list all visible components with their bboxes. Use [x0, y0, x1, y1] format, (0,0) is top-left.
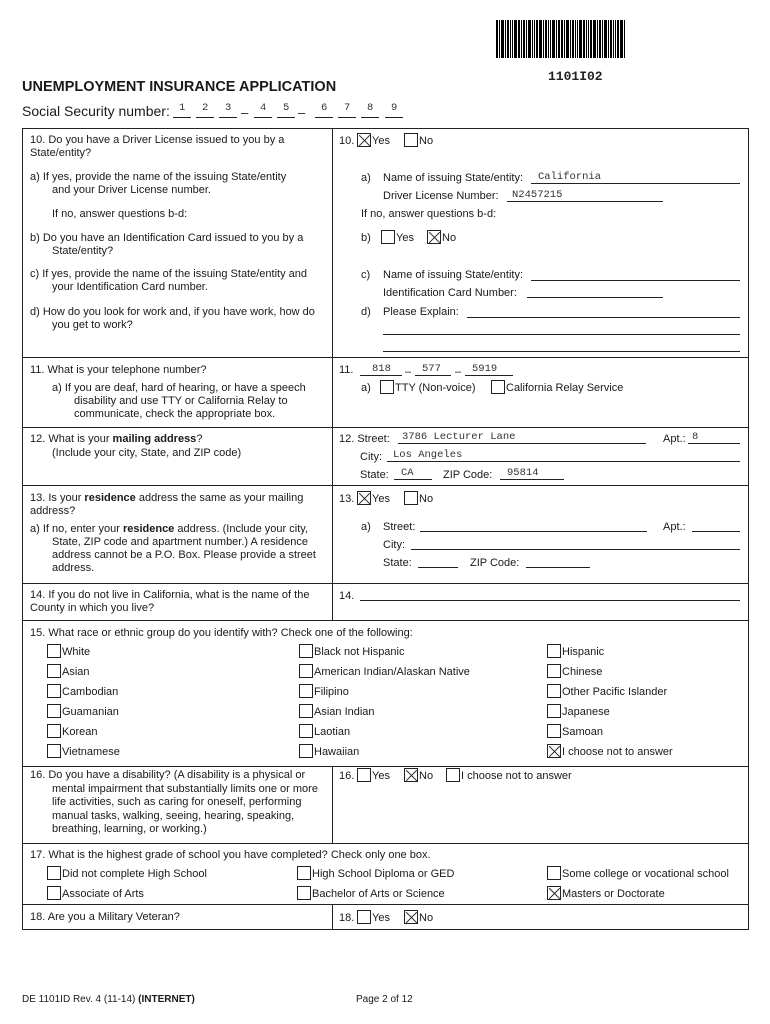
ssn-dash: – — [241, 105, 249, 120]
q10-number: 10. — [339, 135, 355, 147]
q13-state-input[interactable] — [418, 567, 458, 568]
education-option: Masters or Doctorate — [562, 888, 665, 900]
q10c-label: c) — [361, 269, 371, 281]
q18-no-checkbox[interactable] — [404, 910, 418, 924]
q10d-explain-input[interactable] — [467, 317, 740, 318]
phone-dash: – — [405, 366, 412, 378]
race-option: I choose not to answer — [562, 746, 673, 758]
q10b-yes-label: Yes — [396, 232, 414, 244]
q18-number: 18. — [339, 912, 355, 924]
q13-zip-input[interactable] — [526, 567, 590, 568]
ssn-label: Social Security number: — [22, 103, 170, 119]
q10b-no-checkbox[interactable] — [427, 230, 441, 244]
education-checkbox-masters[interactable] — [547, 886, 561, 900]
q16-number: 16. — [339, 770, 355, 782]
ssn-digit: 5 — [283, 102, 290, 114]
race-checkbox[interactable] — [547, 664, 561, 678]
barcode — [496, 20, 660, 58]
q13-no-label: No — [419, 493, 434, 505]
phone-dash: – — [455, 366, 462, 378]
q12-state-value[interactable]: CA — [401, 467, 414, 479]
education-option: High School Diploma or GED — [312, 868, 455, 880]
q12-question: 12. What is your mailing address? — [30, 433, 203, 445]
race-checkbox[interactable] — [547, 684, 561, 698]
education-option: Associate of Arts — [62, 888, 144, 900]
race-checkbox[interactable] — [47, 684, 61, 698]
q11a-label: a) — [361, 382, 371, 394]
race-option: Other Pacific Islander — [562, 686, 668, 698]
race-option: Black not Hispanic — [314, 646, 405, 658]
relay-label: California Relay Service — [506, 382, 624, 394]
q16-yes-checkbox[interactable] — [357, 768, 371, 782]
q10b-yes-checkbox[interactable] — [381, 230, 395, 244]
race-option: Asian Indian — [314, 706, 375, 718]
q10a-state-label: Name of issuing State/entity: — [383, 172, 524, 184]
q10c-id-label: Identification Card Number: — [383, 287, 517, 299]
q13-apt-label: Apt.: — [663, 521, 686, 533]
ssn-dash: – — [298, 105, 306, 120]
footer-form-id: DE 1101ID Rev. 4 (11-14) (INTERNET) — [22, 994, 195, 1005]
race-option: Guamanian — [62, 706, 119, 718]
q10-no-checkbox[interactable] — [404, 133, 418, 147]
race-option: Asian — [62, 666, 90, 678]
phone-area[interactable]: 818 — [372, 363, 391, 375]
q13-state-label: State: — [383, 557, 412, 569]
race-option: Chinese — [562, 666, 603, 678]
education-checkbox[interactable] — [297, 886, 311, 900]
education-option: Some college or vocational school — [562, 868, 729, 880]
race-option: Hawaiian — [314, 746, 360, 758]
race-checkbox[interactable] — [547, 704, 561, 718]
q18-yes-checkbox[interactable] — [357, 910, 371, 924]
q12-apt-value[interactable]: 8 — [692, 431, 699, 443]
race-checkbox[interactable] — [47, 644, 61, 658]
race-checkbox[interactable] — [47, 724, 61, 738]
q18-yes-label: Yes — [372, 912, 390, 924]
q14-number: 14. — [339, 590, 355, 602]
q16-yes-label: Yes — [372, 770, 390, 782]
race-checkbox[interactable] — [299, 724, 313, 738]
q16-question: 16. Do you have a disability? (A disability is a physical or mental impairment that substantially limits one or more life activities, such as caring for oneself, performing manual tasks, walking, seeing, hearing, speaking, breathing, learning, or working.) — [30, 769, 318, 836]
q10b-question: b) Do you have an Identification Card issued to you by a State/entity? — [30, 232, 304, 257]
ssn-digit: 3 — [225, 102, 232, 114]
tty-label: TTY (Non-voice) — [395, 382, 476, 394]
race-checkbox[interactable] — [47, 744, 61, 758]
race-option: American Indian/Alaskan Native — [314, 666, 470, 678]
race-option: Filipino — [314, 686, 349, 698]
race-option: Japanese — [562, 706, 610, 718]
q10d-label: d) — [361, 306, 371, 318]
race-option: Hispanic — [562, 646, 605, 658]
education-checkbox[interactable] — [297, 866, 311, 880]
race-checkbox[interactable] — [299, 644, 313, 658]
form-code: 1101I02 — [548, 69, 603, 84]
q14-question: 14. If you do not live in California, what is the name of the County in which you live? — [30, 589, 310, 614]
q10c-id-input[interactable] — [527, 297, 663, 298]
q10-if-no: If no, answer questions b-d: — [52, 208, 188, 220]
education-checkbox[interactable] — [47, 866, 61, 880]
race-option: White — [62, 646, 91, 658]
q13a-label: a) — [361, 521, 371, 533]
q12-apt-label: Apt.: — [663, 433, 686, 445]
q18-question: 18. Are you a Military Veteran? — [30, 911, 180, 923]
q16-not-answer-checkbox[interactable] — [446, 768, 460, 782]
race-option: Cambodian — [62, 686, 119, 698]
q13-yes-checkbox[interactable] — [357, 491, 371, 505]
q10-yes-checkbox[interactable] — [357, 133, 371, 147]
race-checkbox-no-answer[interactable] — [547, 744, 561, 758]
q16-not-answer-label: I choose not to answer — [461, 770, 572, 782]
q10a-dl-label: Driver License Number: — [383, 190, 499, 202]
q12-street-label: 12. Street: — [339, 433, 390, 445]
q10c-state-input[interactable] — [531, 280, 740, 281]
race-checkbox[interactable] — [299, 684, 313, 698]
education-option: Did not complete High School — [62, 868, 207, 880]
race-option: Korean — [62, 726, 98, 738]
q10b-no-label: No — [442, 232, 457, 244]
q10-no-label: No — [419, 135, 434, 147]
q11-question: 11. What is your telephone number? — [30, 364, 207, 376]
race-option: Laotian — [314, 726, 351, 738]
q12-state-label: State: — [360, 469, 389, 481]
page-title: UNEMPLOYMENT INSURANCE APPLICATION — [22, 79, 337, 95]
ssn-digit: 2 — [202, 102, 209, 114]
q12-street-value[interactable]: 3786 Lecturer Lane — [402, 431, 516, 443]
q17-question: 17. What is the highest grade of school you have completed? Check only one box. — [30, 849, 431, 861]
q13-city-label: City: — [383, 539, 405, 551]
q13-question: 13. Is your residence address the same as your mailing address? — [30, 492, 304, 517]
q10b-label: b) — [361, 232, 371, 244]
q10-if-no-right: If no, answer questions b-d: — [361, 208, 497, 220]
q13-yes-label: Yes — [372, 493, 390, 505]
tty-checkbox[interactable] — [380, 380, 394, 394]
q10a-question: a) If yes, provide the name of the issuing State/entity and your Driver License number. — [30, 171, 287, 196]
q11a-question: a) If you are deaf, hard of hearing, or have a speech disability and use TTY or California Relay to communicate, check the appropriate box. — [52, 382, 306, 420]
ssn-digit: 8 — [367, 102, 374, 114]
q13-city-input[interactable] — [411, 549, 740, 550]
q16-no-label: No — [419, 770, 434, 782]
q10-question: 10. Do you have a Driver License issued to you by a State/entity? — [30, 134, 285, 159]
race-checkbox[interactable] — [47, 704, 61, 718]
relay-checkbox[interactable] — [491, 380, 505, 394]
q10c-question: c) If yes, provide the name of the issuing State/entity and your Identification Card number. — [30, 268, 307, 293]
race-checkbox[interactable] — [299, 664, 313, 678]
ssn-digit: 4 — [260, 102, 267, 114]
q13a-question: a) If no, enter your residence address. (Include your city, State, ZIP code and apartment number.) A residence address cannot be a P.O. Box. Please provide a street address. — [30, 523, 316, 574]
ssn-digit: 9 — [391, 102, 398, 114]
education-option: Bachelor of Arts or Science — [312, 888, 445, 900]
race-checkbox[interactable] — [299, 744, 313, 758]
education-checkbox[interactable] — [47, 886, 61, 900]
q13-street-label: Street: — [383, 521, 416, 533]
q12-question-sub: (Include your city, State, and ZIP code) — [52, 447, 242, 459]
q10a-state-value[interactable]: California — [538, 171, 602, 183]
q10d-question: d) How do you look for work and, if you have work, how do you get to work? — [30, 306, 315, 331]
race-option: Samoan — [562, 726, 603, 738]
q13-zip-label: ZIP Code: — [470, 557, 520, 569]
race-option: Vietnamese — [62, 746, 120, 758]
q13-number: 13. — [339, 493, 355, 505]
q13-no-checkbox[interactable] — [404, 491, 418, 505]
ssn-digit: 7 — [344, 102, 351, 114]
q13-apt-input[interactable] — [692, 531, 740, 532]
phone-line[interactable]: 5919 — [472, 363, 498, 375]
q10c-state-label: Name of issuing State/entity: — [383, 269, 524, 281]
race-checkbox[interactable] — [47, 664, 61, 678]
ssn-digit: 6 — [321, 102, 328, 114]
q12-city-label: City: — [360, 451, 382, 463]
education-checkbox[interactable] — [547, 866, 561, 880]
q14-county-input[interactable] — [360, 600, 740, 601]
ssn-digit: 1 — [179, 102, 186, 114]
q10a-dl-value[interactable]: N2457215 — [512, 189, 563, 201]
race-checkbox[interactable] — [547, 644, 561, 658]
footer-page-number: Page 2 of 12 — [356, 994, 413, 1005]
race-checkbox[interactable] — [547, 724, 561, 738]
q12-zip-label: ZIP Code: — [443, 469, 493, 481]
q12-city-value[interactable]: Los Angeles — [393, 449, 463, 461]
q16-no-checkbox[interactable] — [404, 768, 418, 782]
q18-no-label: No — [419, 912, 434, 924]
q10d-explain-label: Please Explain: — [383, 306, 459, 318]
q10-yes-label: Yes — [372, 135, 390, 147]
q11-number: 11. — [339, 364, 354, 376]
race-checkbox[interactable] — [299, 704, 313, 718]
q12-zip-value[interactable]: 95814 — [507, 467, 539, 479]
q10a-label: a) — [361, 172, 371, 184]
q15-question: 15. What race or ethnic group do you identify with? Check one of the following: — [30, 627, 413, 639]
q13-street-input[interactable] — [420, 531, 647, 532]
phone-prefix[interactable]: 577 — [422, 363, 441, 375]
